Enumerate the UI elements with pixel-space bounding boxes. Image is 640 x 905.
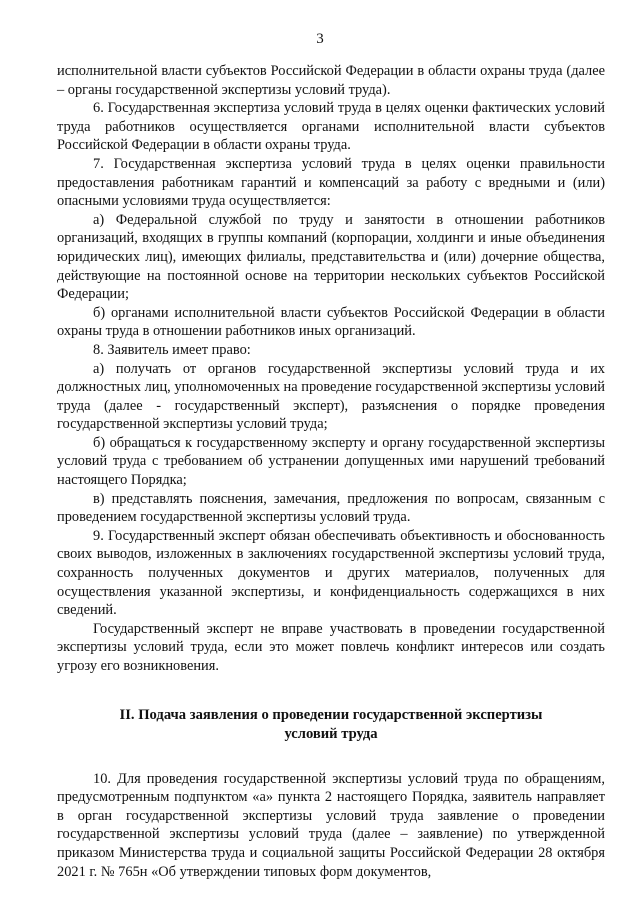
paragraph-9: 9. Государственный эксперт обязан обеспечивать объективность и обоснованность своих выводов, изложенных в заключениях государственной экспертизы условий труда, сохранность полученных документов и других материалов, полученных для осуществления указанной экспертизы, и конфиденциальность содержащихся в них сведений. <box>57 527 605 619</box>
section-heading-line-1: II. Подача заявления о проведении государственной экспертизы <box>119 706 543 723</box>
section-spacer <box>57 676 605 706</box>
paragraph-7-b: б) органами исполнительной власти субъектов Российской Федерации в области охраны труда в отношении работников иных организаций. <box>57 304 605 340</box>
paragraph-8: 8. Заявитель имеет право: <box>93 341 251 358</box>
document-body <box>57 62 605 881</box>
paragraph-8-c: в) представлять пояснения, замечания, предложения по вопросам, связанным с проведением государственной экспертизы условий труда. <box>57 490 605 526</box>
paragraph-7: 7. Государственная экспертиза условий труда в целях оценки правильности предоставления работникам гарантий и компенсаций за работу с вредными и (или) опасными условиями труда осуществляется: <box>57 155 605 210</box>
paragraph-8-b: б) обращаться к государственному эксперту и органу государственной экспертизы условий труда с требованием об устранении допущенных ими нарушений требований настоящего Порядка; <box>57 434 605 489</box>
paragraph-10: 10. Для проведения государственной экспертизы условий труда по обращениям, предусмотренным подпунктом «а» пункта 2 настоящего Порядка, заявитель направляет в орган государственной экспертизы условий труда заявление о проведении государственной экспертизы условий труда (далее – заявление) по утвержденной приказом Министерства труда и социальной защиты Российской Федерации 28 октября 2021 г. № 765н «Об утверждении типовых форм документов, <box>57 770 605 880</box>
page-number: 3 <box>316 31 324 47</box>
paragraph-9-conflict: Государственный эксперт не вправе участвовать в проведении государственной экспертизы условий труда, если это может повлечь конфликт интересов или создать угрозу его возникновения. <box>57 620 605 674</box>
paragraph-7-a: а) Федеральной службой по труду и занятости в отношении работников организаций, входящих в группы компаний (корпорации, холдинги и иные объединения юридических лиц), имеющих филиалы, представительства и (или) дочерние общества, действующие на постоянной основе на территории нескольких субъектов Российской Федерации; <box>57 211 605 303</box>
heading-spacer <box>57 744 605 770</box>
paragraph-continuation: исполнительной власти субъектов Российской Федерации в области охраны труда (далее – органы государственной экспертизы условий труда). <box>57 63 605 98</box>
paragraph-8-a: а) получать от органов государственной экспертизы условий труда и их должностных лиц, уполномоченных на проведение государственной экспертизы условий труда (далее - государственный эксперт), разъяснения о порядке проведения государственной экспертизы условий труда; <box>57 360 605 433</box>
paragraph-6: 6. Государственная экспертиза условий труда в целях оценки фактических условий труда работников осуществляется органами исполнительной власти субъектов Российской Федерации в области охраны труда. <box>57 100 605 154</box>
section-heading-line-2: условий труда <box>284 725 378 742</box>
